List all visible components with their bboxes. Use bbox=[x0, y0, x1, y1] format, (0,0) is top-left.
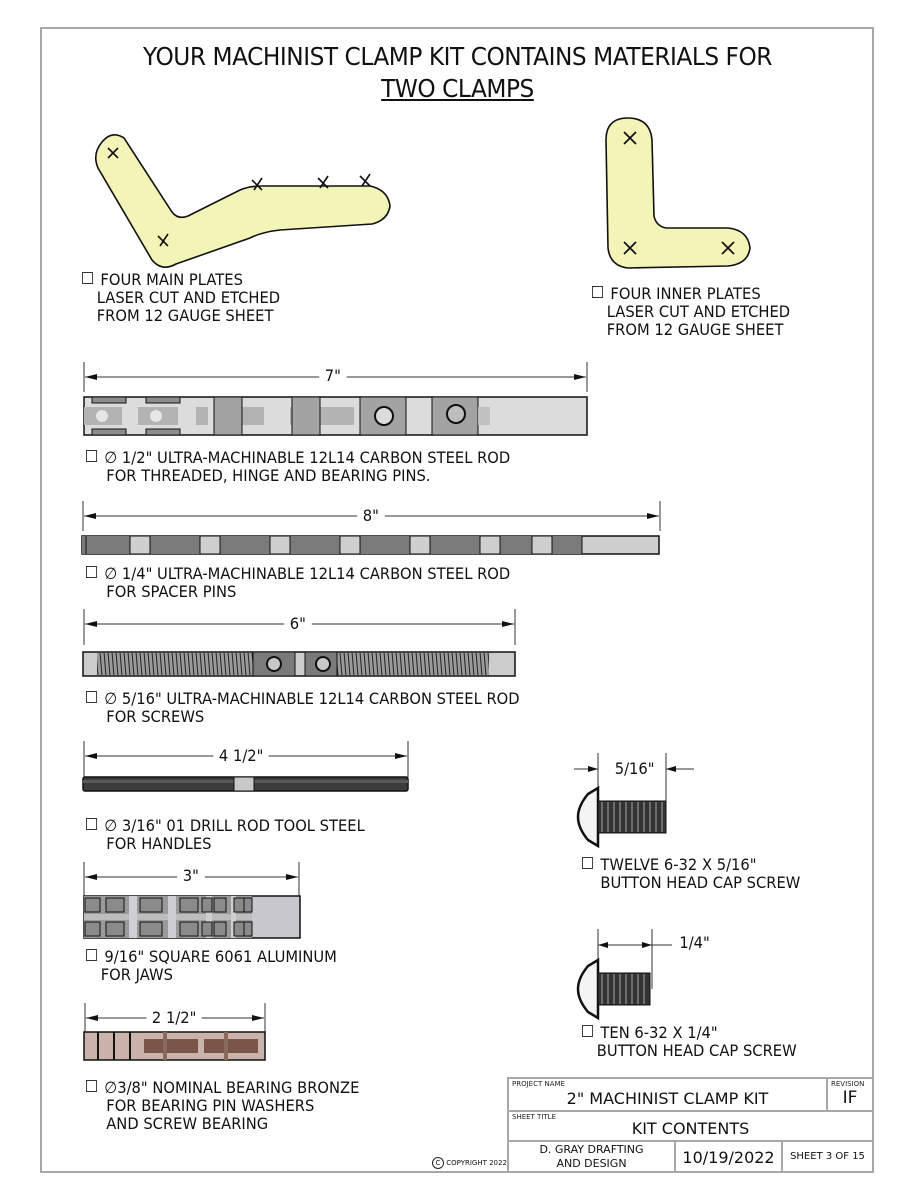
revision-value: IF bbox=[842, 1088, 858, 1108]
drawing-date: 10/19/2022 bbox=[682, 1148, 775, 1167]
checkbox[interactable] bbox=[86, 450, 97, 462]
item-caption-screw-quarter: TEN 6-32 X 1/4" BUTTON HEAD CAP SCREW bbox=[582, 1024, 797, 1060]
sheet-number: SHEET 3 OF 15 bbox=[790, 1151, 865, 1162]
dimension-label: 7" bbox=[319, 366, 346, 385]
title-block-date bbox=[674, 1140, 783, 1173]
item-caption-rod-quarter: ∅ 1/4" ULTRA-MACHINABLE 12L14 CARBON STEEL ROD FOR SPACER PINS bbox=[86, 565, 510, 601]
project-name: 2" MACHINIST CLAMP KIT bbox=[566, 1089, 769, 1108]
dimension-label: 5/16" bbox=[609, 759, 660, 778]
title-block-project-name: PROJECT NAME 2" MACHINIST CLAMP KIT bbox=[507, 1077, 828, 1112]
bearing-bronze-drawing bbox=[84, 1032, 269, 1062]
item-caption-rod-five-sixteenths: ∅ 5/16" ULTRA-MACHINABLE 12L14 CARBON STEEL ROD FOR SCREWS bbox=[86, 690, 520, 726]
checkbox[interactable] bbox=[86, 949, 97, 961]
item-caption-rod-half: ∅ 1/2" ULTRA-MACHINABLE 12L14 CARBON STEEL ROD FOR THREADED, HINGE AND BEARING PINS. bbox=[86, 449, 510, 485]
checkbox[interactable] bbox=[86, 566, 97, 578]
copyright-icon: C bbox=[432, 1157, 444, 1169]
item-caption-aluminum-square: 9/16" SQUARE 6061 ALUMINUM FOR JAWS bbox=[86, 948, 337, 984]
dimension-label: 8" bbox=[357, 506, 384, 525]
title-block-sheet-title: SHEET TITLE KIT CONTENTS bbox=[507, 1110, 874, 1142]
checkbox[interactable] bbox=[582, 1025, 593, 1037]
page-title: YOUR MACHINIST CLAMP KIT CONTAINS MATERIALS FOR bbox=[143, 42, 772, 71]
item-caption-main-plates: FOUR MAIN PLATES LASER CUT AND ETCHED FROM 12 GAUGE SHEET bbox=[82, 271, 280, 325]
rod-half-inch-drawing bbox=[84, 397, 588, 437]
title-block-revision: REVISION IF bbox=[826, 1077, 874, 1112]
dimension-label: 6" bbox=[284, 614, 311, 633]
item-caption-screw-five-sixteenths: TWELVE 6-32 X 5/16" BUTTON HEAD CAP SCREW bbox=[582, 856, 800, 892]
rod-quarter-inch-drawing bbox=[82, 536, 662, 556]
item-caption-inner-plates: FOUR INNER PLATES LASER CUT AND ETCHED FROM 12 GAUGE SHEET bbox=[592, 285, 790, 339]
checkbox[interactable] bbox=[82, 272, 93, 284]
rod-five-sixteenths-drawing bbox=[83, 652, 518, 678]
dimension-label: 2 1/2" bbox=[146, 1008, 202, 1027]
screw-quarter-drawing bbox=[578, 960, 668, 1020]
copyright-notice: C COPYRIGHT 2022 bbox=[432, 1157, 507, 1169]
dimension-label: 4 1/2" bbox=[213, 746, 269, 765]
page-subtitle: TWO CLAMPS bbox=[381, 74, 534, 103]
inner-plate-drawing bbox=[604, 116, 754, 276]
title-block-sheet-number bbox=[781, 1140, 874, 1173]
checkbox[interactable] bbox=[582, 857, 593, 869]
aluminum-square-drawing bbox=[84, 896, 304, 940]
checkbox[interactable] bbox=[592, 286, 603, 298]
checkbox[interactable] bbox=[86, 1080, 97, 1092]
checkbox[interactable] bbox=[86, 818, 97, 830]
title-block-company bbox=[507, 1140, 676, 1173]
drill-rod-drawing bbox=[83, 777, 413, 793]
checkbox[interactable] bbox=[86, 691, 97, 703]
company-line-1: D. GRAY DRAFTING bbox=[539, 1143, 644, 1156]
main-plate-drawing bbox=[90, 132, 390, 262]
dimension-label: 3" bbox=[177, 866, 204, 885]
screw-five-sixteenths-drawing bbox=[578, 788, 678, 848]
item-caption-bearing-bronze: ∅3/8" NOMINAL BEARING BRONZE FOR BEARING PIN WASHERS AND SCREW BEARING bbox=[86, 1079, 359, 1133]
dimension-label: 1/4" bbox=[674, 933, 716, 952]
sheet-title: KIT CONTENTS bbox=[631, 1119, 750, 1138]
company-line-2: AND DESIGN bbox=[556, 1157, 627, 1170]
item-caption-drill-rod: ∅ 3/16" 01 DRILL ROD TOOL STEEL FOR HANDLES bbox=[86, 817, 365, 853]
